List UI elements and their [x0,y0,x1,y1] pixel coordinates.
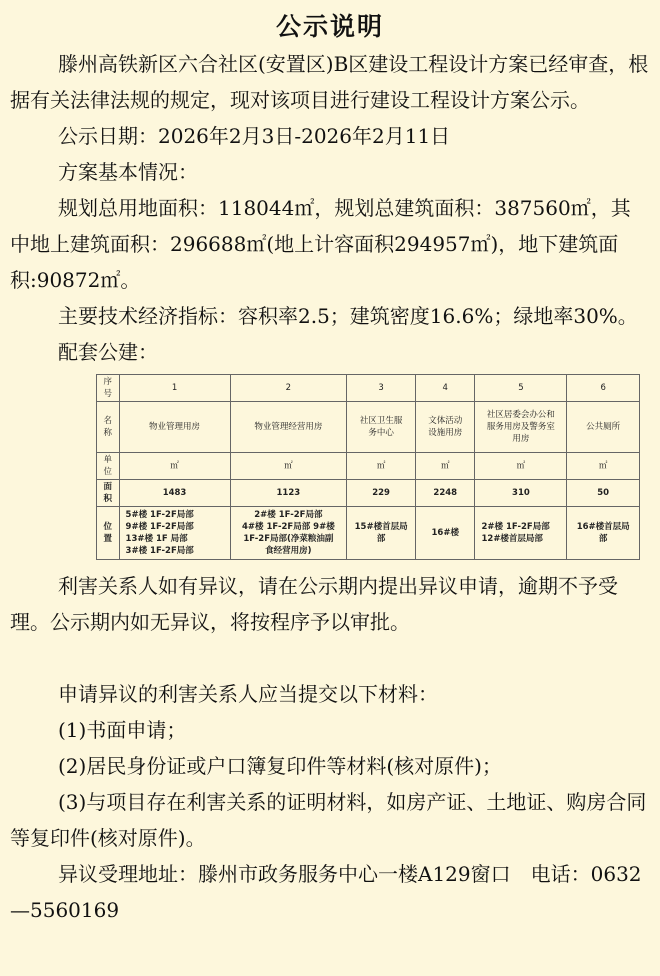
table-cell: 物业管理经营用房 [230,402,347,453]
table-cell: 公共厕所 [567,402,640,453]
table-cell: ㎡ [416,453,475,480]
row-header-cell: 序 号 [97,375,120,402]
table-cell: ㎡ [475,453,567,480]
objection-paragraph: 利害关系人如有异议，请在公示期内提出异议申请，逾期不予受理。公示期内如无异议，将按程序予以审批。 [10,574,618,634]
intro-paragraph: 滕州高铁新区六合社区(安置区)B区建设工程设计方案已经审查，根据有关法律法规的规定，现对该项目进行建设工程设计方案公示。 [10,52,649,112]
table-cell: ㎡ [567,453,640,480]
table-cell: ㎡ [230,453,347,480]
table-cell: 2#楼 1F-2F局部 4#楼 1F-2F局部 9#楼 1F-2F局部(净菜粮油副 食经营用房) [230,507,347,560]
table-row-number [97,375,640,402]
row-header-cell: 面 积 [97,480,120,507]
table-cell: 229 [347,480,416,507]
table-cell: 50 [567,480,640,507]
table-cell: 16#楼 [416,507,475,560]
table-cell: 1483 [119,480,230,507]
row-header-cell: 单 位 [97,453,120,480]
row-header-cell: 位 置 [97,507,120,560]
facility-table [96,374,640,560]
table-cell: 物业管理用房 [119,402,230,453]
row-header-cell: 名 称 [97,402,120,453]
table-cell: 2248 [416,480,475,507]
blank-line [10,640,650,676]
material-item-2: (2)居民身份证或户口簿复印件等材料(核对原件)； [58,754,502,778]
table-cell: 15#楼首层局 部 [347,507,416,560]
tech-indicators: 主要技术经济指标：容积率2.5；建筑密度16.6%；绿地率30%。 [58,304,638,328]
materials-heading: 申请异议的利害关系人应当提交以下材料： [58,682,438,706]
date-line: 公示日期：2026年2月3日-2026年2月11日 [58,124,451,148]
table-cell: 16#楼首层局 部 [567,507,640,560]
table-cell: 文体活动 设施用房 [416,402,475,453]
table-cell: 2 [230,375,347,402]
table-cell: 1123 [230,480,347,507]
table-row-area [97,480,640,507]
material-item-1: (1)书面申请； [58,718,187,742]
table-cell: 6 [567,375,640,402]
basic-heading: 方案基本情况： [58,160,198,184]
table-cell: 1 [119,375,230,402]
address-paragraph: 异议受理地址：滕州市政务服务中心一楼A129窗口 电话：0632—5560169 [10,862,642,922]
table-cell: 4 [416,375,475,402]
table-row-name [97,402,640,453]
table-row-unit [97,453,640,480]
material-item-3: (3)与项目存在利害关系的证明材料，如房产证、土地证、购房合同等复印件(核对原件)。 [10,790,647,850]
table-cell: ㎡ [119,453,230,480]
facility-heading: 配套公建： [58,340,158,364]
area-paragraph: 规划总用地面积：118044㎡，规划总建筑面积：387560㎡，其中地上建筑面积：296688㎡(地上计容面积294957㎡)，地下建筑面积:90872㎡。 [10,196,631,292]
table-cell: 5#楼 1F-2F局部 9#楼 1F-2F局部 13#楼 1F 局部 3#楼 1F-2F局部 [119,507,230,560]
table-cell: 社区居委会办公和 服务用房及警务室 用房 [475,402,567,453]
page-title: 公示说明 [275,12,384,41]
table-cell: 社区卫生服 务中心 [347,402,416,453]
table-cell: ㎡ [347,453,416,480]
table-cell: 5 [475,375,567,402]
table-cell: 310 [475,480,567,507]
table-cell: 2#楼 1F-2F局部 12#楼首层局部 [475,507,567,560]
table-row-location [97,507,640,560]
table-cell: 3 [347,375,416,402]
